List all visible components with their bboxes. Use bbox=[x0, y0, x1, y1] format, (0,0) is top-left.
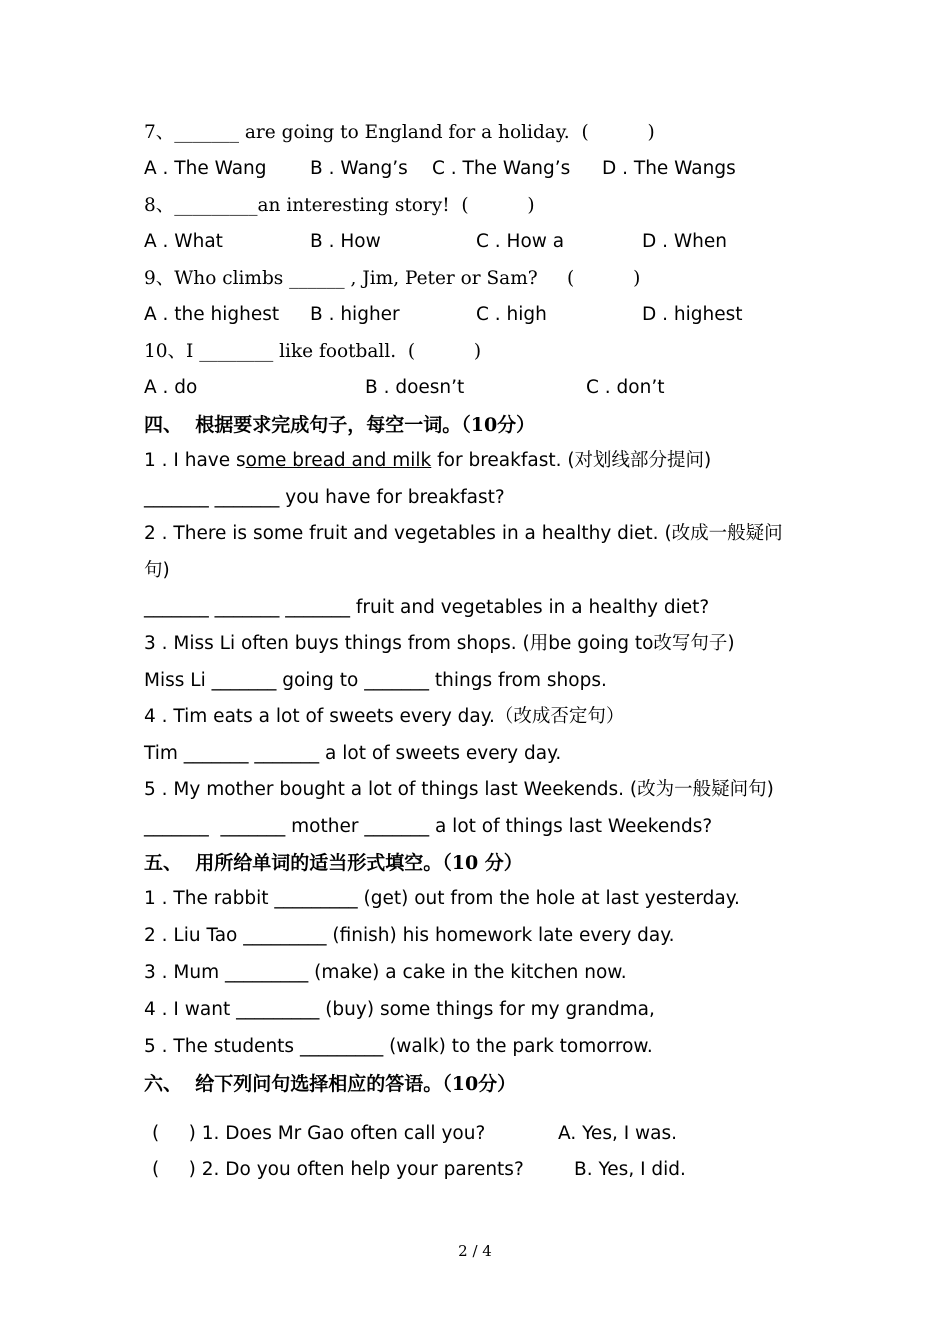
question-7-option-d: D . The Wangs bbox=[602, 158, 736, 179]
question-9-option-b: B . higher bbox=[310, 304, 400, 325]
s4-answer-1: _______ _______ you have for breakfast? bbox=[144, 487, 505, 508]
question-8-option-c: C . How a bbox=[476, 231, 565, 252]
s6-answer-b: B. Yes, I did. bbox=[574, 1159, 686, 1180]
question-8-option-b: B . How bbox=[310, 231, 381, 252]
section-4-heading: 四、 根据要求完成句子，每空一词。（10分） bbox=[144, 414, 536, 436]
s4-answer-2: _______ _______ _______ fruit and vegetables in a healthy diet? bbox=[144, 597, 710, 618]
s5-item-3: 3 . Mum _________ (make) a cake in the kitchen now. bbox=[144, 962, 627, 983]
s4-q1-underlined: ome bread and milk bbox=[245, 450, 432, 471]
question-10-stem: 10、I ________ like football. ( ) bbox=[144, 341, 482, 362]
question-9-option-d: D . highest bbox=[642, 304, 743, 325]
question-8-option-d: D . When bbox=[642, 231, 728, 252]
question-7-option-b: B . Wang’s bbox=[310, 158, 408, 179]
question-10-option-a: A . do bbox=[144, 377, 198, 398]
section-5-heading: 五、 用所给单词的适当形式填空。（10 分） bbox=[144, 852, 523, 874]
question-10-option-b: B . doesn’t bbox=[365, 377, 465, 398]
s5-item-1: 1 . The rabbit _________ (get) out from the hole at last yesterday. bbox=[144, 888, 740, 909]
s4-question-2-line2: 句) bbox=[144, 560, 170, 581]
s4-answer-5: _______ _______ mother _______ a lot of things last Weekends? bbox=[144, 816, 713, 837]
s6-question-1: ( ) 1. Does Mr Gao often call you? bbox=[152, 1123, 486, 1144]
question-7-option-a: A . The Wang bbox=[144, 158, 267, 179]
s4-answer-4: Tim _______ _______ a lot of sweets every day. bbox=[144, 743, 562, 764]
s4-answer-3: Miss Li _______ going to _______ things from shops. bbox=[144, 670, 607, 691]
question-7-option-c: C . The Wang’s bbox=[432, 158, 571, 179]
s4-q1-post: for breakfast. (对划线部分提问) bbox=[431, 450, 712, 471]
s5-item-2: 2 . Liu Tao _________ (finish) his homework late every day. bbox=[144, 925, 675, 946]
s4-question-4: 4 . Tim eats a lot of sweets every day.（改成否定句） bbox=[144, 706, 625, 727]
question-8-stem: 8、_________an interesting story! ( ) bbox=[144, 195, 535, 216]
question-9-option-a: A . the highest bbox=[144, 304, 280, 325]
question-9-option-c: C . high bbox=[476, 304, 547, 325]
s4-question-2-line1: 2 . There is some fruit and vegetables in a healthy diet. (改成一般疑问 bbox=[144, 523, 783, 544]
s5-item-4: 4 . I want _________ (buy) some things for my grandma, bbox=[144, 999, 655, 1020]
question-7-stem: 7、_______ are going to England for a holiday. ( ) bbox=[144, 122, 655, 143]
s5-item-5: 5 . The students _________ (walk) to the park tomorrow. bbox=[144, 1036, 653, 1057]
question-10-option-c: C . don’t bbox=[586, 377, 665, 398]
s4-question-5: 5 . My mother bought a lot of things last Weekends. (改为一般疑问句) bbox=[144, 779, 774, 800]
s4-q1-pre: 1 . I have s bbox=[144, 450, 246, 471]
s6-answer-a: A. Yes, I was. bbox=[558, 1123, 678, 1144]
s4-question-1 bbox=[144, 448, 711, 474]
page-number: 2 / 4 bbox=[458, 1242, 492, 1260]
question-8-option-a: A . What bbox=[144, 231, 223, 252]
s6-question-2: ( ) 2. Do you often help your parents? bbox=[152, 1159, 524, 1180]
section-6-heading: 六、 给下列问句选择相应的答语。（10分） bbox=[144, 1073, 517, 1095]
question-9-stem: 9、Who climbs ______ , Jim, Peter or Sam? ( ) bbox=[144, 268, 641, 289]
s4-question-3: 3 . Miss Li often buys things from shops. (用be going to改写句子) bbox=[144, 633, 735, 654]
